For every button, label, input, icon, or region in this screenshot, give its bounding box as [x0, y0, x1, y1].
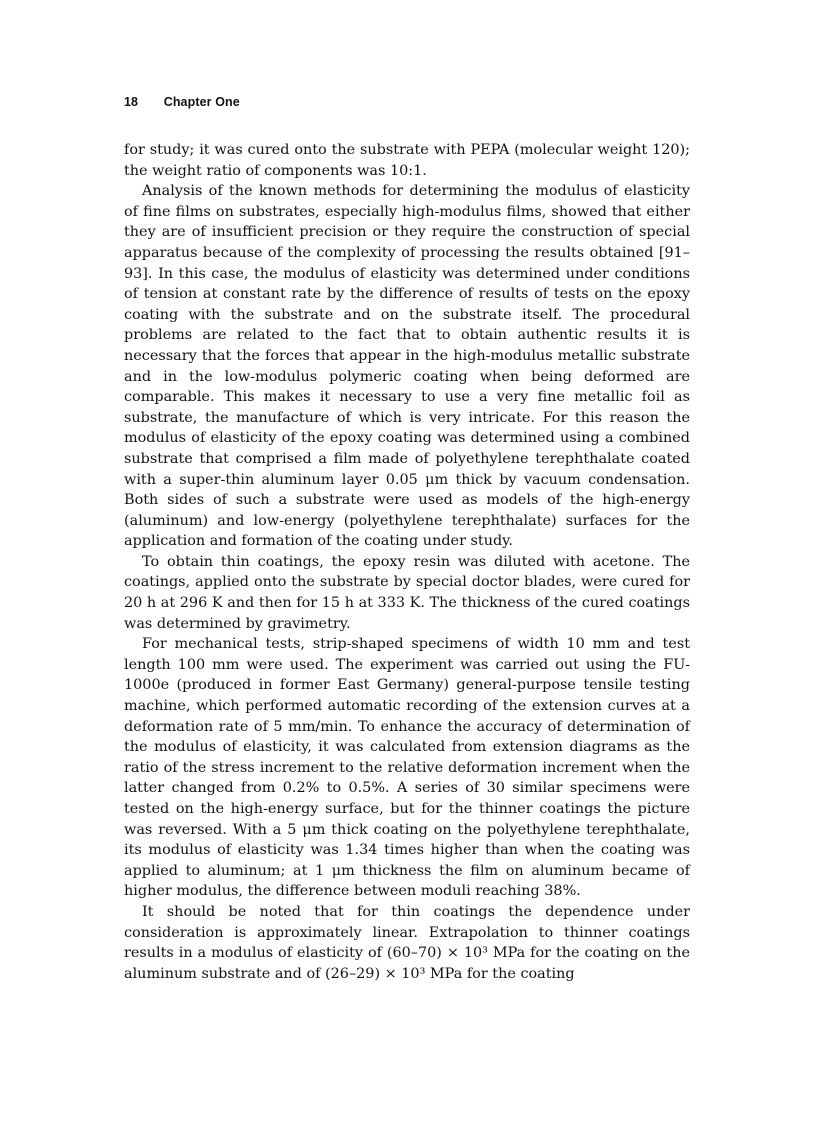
chapter-title: Chapter One [163, 95, 240, 109]
paragraph-3: To obtain thin coatings, the epoxy resin was diluted with acetone. The coatings, applied onto the substrate by special doctor blades, were cured for 20 h at 296 K and then for 15 h at 333 K. The thickness of the cured coatings was determined by gravimetry. [124, 553, 690, 632]
paragraph-5: It should be noted that for thin coatings the dependence under consideration is approximately linear. Extrapolation to thinner coatings results in a modulus of elasticity of (60–70) × 10³ MPa for the coating on the aluminum substrate and of (26–29) × 10³ MPa for the coating [124, 903, 690, 982]
body-text [124, 140, 690, 984]
page-number: 18 [124, 95, 139, 109]
running-header [124, 95, 240, 109]
paragraph-4: For mechanical tests, strip-shaped specimens of width 10 mm and test length 100 mm were used. The experiment was carried out using the FU-1000e (produced in former East Germany) general-purpose tensile testing machine, which performed automatic recording of the extension curves at a deformation rate of 5 mm/min. To enhance the accuracy of determination of the modulus of elasticity, it was calculated from extension diagrams as the ratio of the stress increment to the relative deformation increment when the latter changed from 0.2% to 0.5%. A series of 30 similar specimens were tested on the high-energy surface, but for the thinner coatings the picture was reversed. With a 5 μm thick coating on the polyethylene terephthalate, its modulus of elasticity was 1.34 times higher than when the coating was applied to aluminum; at 1 μm thickness the film on aluminum became of higher modulus, the difference between moduli reaching 38%. [124, 636, 690, 900]
paragraph-2: Analysis of the known methods for determining the modulus of elasticity of fine films on substrates, especially high-modulus films, showed that either they are of insufficient precision or they require the construction of special apparatus because of the complexity of processing the results obtained [91–93]. In this case, the modulus of elasticity was determined under conditions of tension at constant rate by the difference of results of tests on the epoxy coating with the substrate and on the substrate itself. The procedural problems are related to the fact that to obtain authentic results it is necessary that the forces that appear in the high-modulus metallic substrate and in the low-modulus polymeric coating when being deformed are comparable. This makes it necessary to use a very fine metallic foil as substrate, the manufacture of which is very intricate. For this reason the modulus of elasticity of the epoxy coating was determined using a combined substrate that comprised a film made of polyethylene terephthalate coated with a super-thin aluminum layer 0.05 μm thick by vacuum condensation. Both sides of such a substrate were used as models of the high-energy (aluminum) and low-energy (polyethylene terephthalate) surfaces for the application and formation of the coating under study. [124, 183, 690, 550]
paragraph-1: for study; it was cured onto the substrate with PEPA (molecular weight 120); the weight ratio of components was 10:1. [124, 142, 690, 179]
